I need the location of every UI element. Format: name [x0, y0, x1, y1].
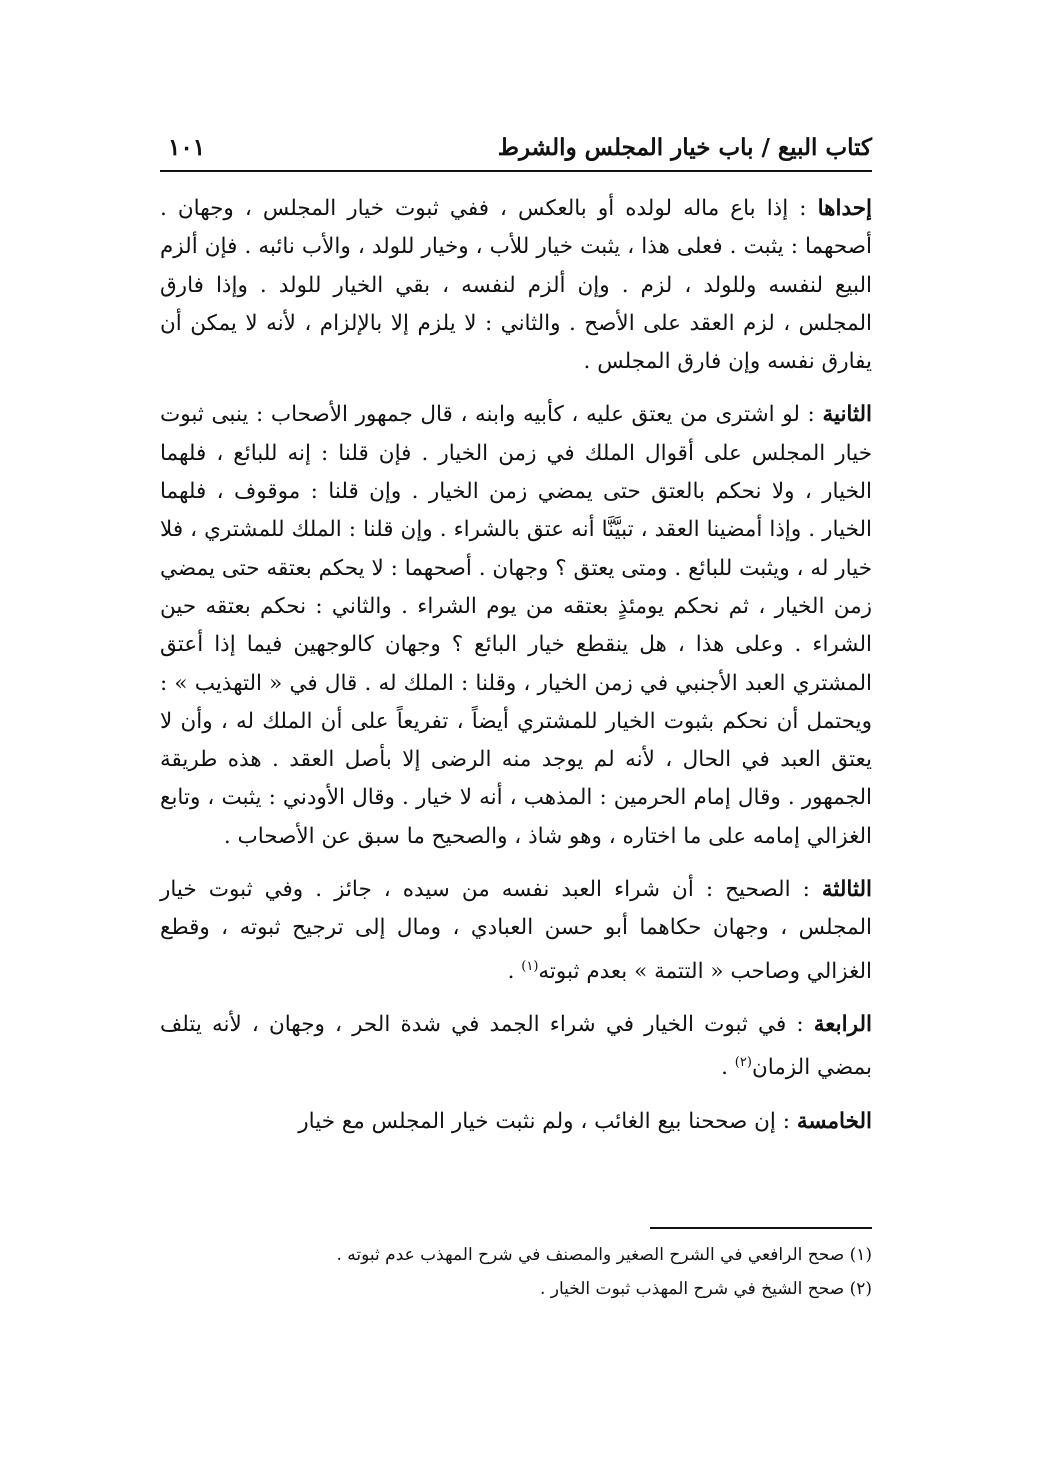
header-divider: [160, 170, 872, 172]
paragraph-second: [160, 396, 872, 856]
footnote-ref[interactable]: (١): [521, 958, 539, 974]
paragraph-tail: .: [721, 1055, 735, 1081]
paragraph-text: : لو اشترى من يعتق عليه ، كأبيه وابنه ، قال جمهور الأصحاب : ينبى ثبوت خيار المجلس على أقوال الملك في زمن الخيار . فإن قلنا : إنه للبائع ، فلهما الخيار ، ولا نحكم بالعتق حتى يمضي زمن الخيار . وإن قلنا : موقوف ، فلهما الخيار . وإذا أمضينا العقد ، تبيَّنَّا أنه عتق بالشراء . وإن قلنا : الملك للمشتري ، فلا خيار له ، ويثبت للبائع . ومتى يعتق ؟ وجهان . أصحهما : لا يحكم بعتقه حتى يمضي زمن الخيار ، ثم نحكم يومئذٍ بعتقه من يوم الشراء . والثاني : نحكم بعتقه حين الشراء . وعلى هذا ، هل ينقطع خيار البائع ؟ وجهان كالوجهين فيما إذا أعتق المشتري العبد الأجنبي في زمن الخيار ، وقلنا : الملك له . قال في « التهذيب » : ويحتمل أن نحكم بثبوت الخيار للمشتري أيضاً ، تفريعاً على أن الملك له ، وأن لا يعتق العبد في الحال ، لأنه لم يوجد منه الرضى إلا بأصل العقد . هذه طريقة الجمهور . وقال إمام الحرمين : المذهب ، أنه لا خيار . وقال الأودني : يثبت ، وتابع الغزالي إمامه على ما اختاره ، وهو شاذ ، والصحيح ما سبق عن الأصحاب .: [160, 402, 872, 849]
paragraph-text: : إذا باع ماله لولده أو بالعكس ، ففي ثبوت خيار المجلس ، وجهان . أصحهما : يثبت . فعلى هذا ، يثبت خيار للأب ، وخيار للولد ، والأب نائبه . فإن ألزم البيع لنفسه وللولد ، لزم . وإن ألزم لنفسه ، بقي الخيار للولد . وإذا فارق المجلس ، لزم العقد على الأصح . والثاني : لا يلزم إلا بالإلزام ، لأنه لا يمكن أن يفارق نفسه وإن فارق المجلس .: [160, 196, 872, 375]
page-number: ١٠١: [168, 134, 206, 161]
paragraph-heading: الرابعة: [813, 1012, 872, 1038]
paragraph-tail: .: [507, 958, 522, 984]
paragraph-third: [160, 871, 872, 991]
paragraph-heading: الثانية: [822, 402, 872, 428]
footnote-item: (٢) صحح الشيخ في شرح المهذب ثبوت الخيار .: [539, 1279, 872, 1299]
paragraph-heading: الخامسة: [796, 1108, 872, 1134]
footnote-ref[interactable]: (٢): [734, 1055, 752, 1071]
footnote-item: (١) صحح الرافعي في الشرح الصغير والمصنف في شرح المهذب عدم ثبوته .: [336, 1245, 872, 1265]
paragraph-text: : الصحيح : أن شراء العبد نفسه من سيده ، جائز . وفي ثبوت خيار المجلس ، وجهان حكاهما أبو حسن العبادي ، ومال إلى ترجيح ثبوته ، وقطع الغزالي وصاحب « التتمة » بعدم ثبوته: [160, 877, 872, 984]
paragraph-heading: الثالثة: [821, 877, 872, 903]
paragraph-fifth: [160, 1103, 872, 1141]
paragraph-heading: إحداها: [817, 196, 872, 221]
footnote-divider: [650, 1227, 872, 1229]
paragraph-first: [160, 190, 872, 381]
paragraph-text: : إن صححنا بيع الغائب ، ولم نثبت خيار المجلس مع خيار: [298, 1108, 797, 1134]
paragraph-text: : في ثبوت الخيار في شراء الجمد في شدة الحر ، وجهان ، لأنه يتلف بمضي الزمان: [160, 1012, 872, 1081]
main-text: [160, 190, 872, 1156]
paragraph-fourth: [160, 1006, 872, 1088]
header-title: كتاب البيع / باب خيار المجلس والشرط: [497, 134, 872, 161]
footnotes: [160, 1238, 872, 1306]
running-header: [160, 128, 872, 168]
